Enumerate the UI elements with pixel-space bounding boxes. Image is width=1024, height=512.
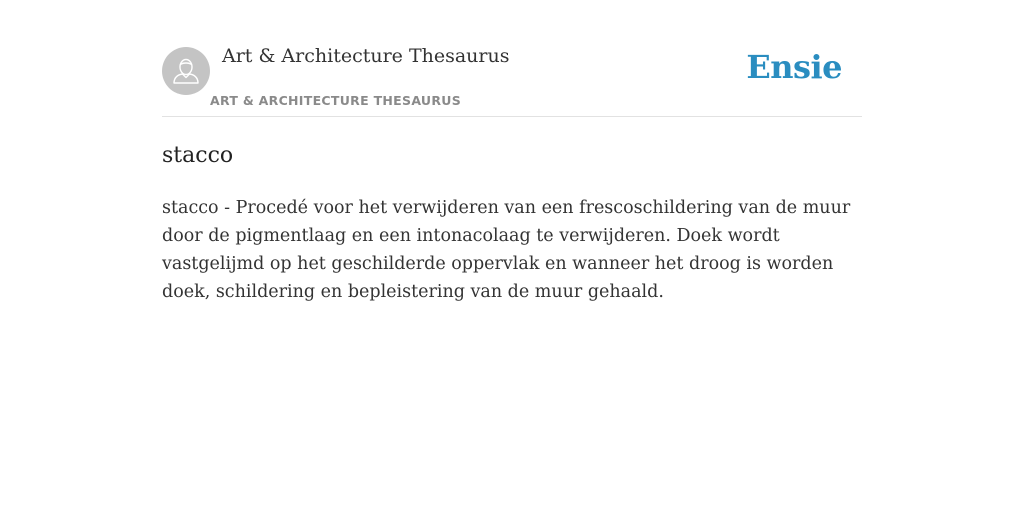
header xyxy=(162,0,862,117)
author-name-link[interactable]: Art & Architecture Thesaurus xyxy=(222,45,510,67)
user-avatar-icon xyxy=(162,47,210,95)
entry-term: stacco xyxy=(162,143,234,168)
avatar[interactable] xyxy=(162,47,210,95)
entry-definition: stacco - Procedé voor het verwijderen van een frescoschildering van de muur door de pigmentlaag en een intonacolaag te verwijderen. Doek wordt vastgelijmd op het geschilderde oppervlak en wanneer het droog is worden doek, schildering en bepleistering van de muur gehaald. xyxy=(162,198,851,302)
author-subtitle-link[interactable]: ART & ARCHITECTURE THESAURUS xyxy=(210,93,462,108)
content-container xyxy=(162,0,862,306)
ensie-logo[interactable]: Ensie xyxy=(746,48,842,86)
